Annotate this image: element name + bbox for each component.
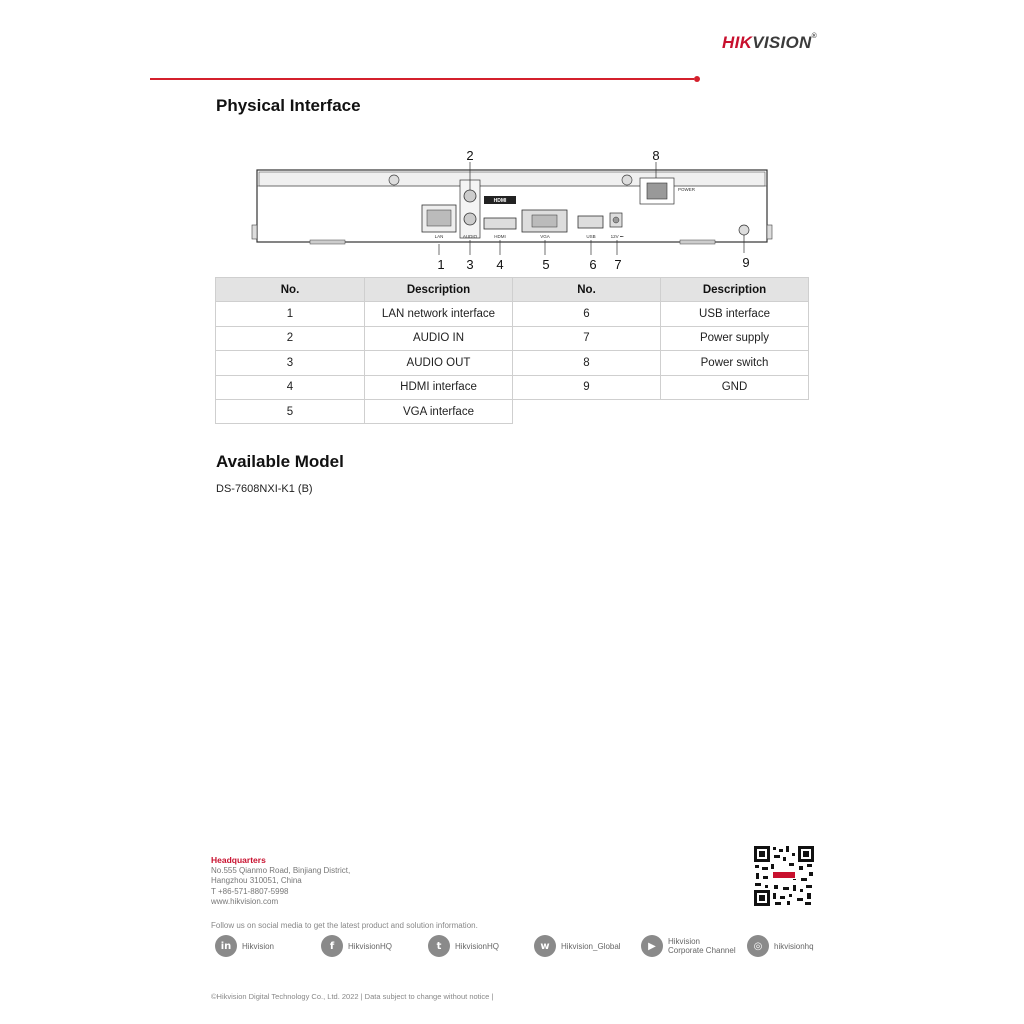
rear-panel-diagram: [240, 140, 780, 275]
power-switch-label: POWER: [678, 187, 696, 192]
headquarters-title: Headquarters: [211, 855, 266, 865]
callout-1: 1: [437, 257, 445, 272]
twitter-icon: t: [428, 935, 450, 957]
header-divider-dot: [694, 76, 700, 82]
table-header-row: [216, 278, 809, 302]
qr-code: [753, 845, 815, 907]
social-linkedin[interactable]: [215, 935, 274, 957]
hq-website-link[interactable]: www.hikvision.com: [211, 897, 279, 906]
table-cell-description: VGA interface: [365, 399, 513, 423]
table-cell-empty: [513, 399, 661, 423]
power-in-label: 12V ⎓: [610, 234, 624, 239]
table-cell-description: LAN network interface: [365, 302, 513, 326]
table-cell-description: AUDIO OUT: [365, 351, 513, 375]
table-cell-no: 6: [513, 302, 661, 326]
wechat-icon: w: [534, 935, 556, 957]
table-cell-empty: [661, 399, 809, 423]
table-cell-no: 3: [216, 351, 365, 375]
vga-label: VGA: [540, 234, 550, 239]
callout-7: 7: [614, 257, 622, 272]
header-divider: [150, 78, 694, 80]
callout-3: 3: [466, 257, 474, 272]
audio-label: AUDIO: [462, 234, 478, 239]
table-cell-no: 4: [216, 375, 365, 399]
table-cell-no: 8: [513, 351, 661, 375]
social-label-two-line: [668, 937, 736, 955]
model-number: DS-7608NXI-K1 (B): [216, 483, 313, 495]
table-cell-no: 5: [216, 399, 365, 423]
callout-5: 5: [542, 257, 550, 272]
table-cell-description: AUDIO IN: [365, 326, 513, 350]
table-cell-no: 7: [513, 326, 661, 350]
social-label: HikvisionHQ: [348, 941, 393, 951]
facebook-icon: f: [321, 935, 343, 957]
headquarters-block: [211, 855, 350, 908]
table-cell-description: USB interface: [661, 302, 809, 326]
screw-left: [389, 175, 399, 185]
header-no-left: No.: [216, 278, 365, 302]
social-label: HikvisionHQ: [455, 941, 500, 951]
social-follow-text: Follow us on social media to get the latest product and solution information.: [211, 921, 478, 930]
table-row: [216, 399, 809, 423]
linkedin-icon: in: [215, 935, 237, 957]
table-cell-no: 9: [513, 375, 661, 399]
table-cell-description: Power switch: [661, 351, 809, 375]
audio-out-port: [464, 213, 476, 225]
copyright-notice: ©Hikvision Digital Technology Co., Ltd. 2022 | Data subject to change without notice |: [211, 992, 494, 1001]
table-row: [216, 302, 809, 326]
gnd-screw: [739, 225, 749, 235]
table-cell-description: HDMI interface: [365, 375, 513, 399]
table-cell-description: Power supply: [661, 326, 809, 350]
usb-port: [578, 216, 603, 228]
social-facebook[interactable]: [321, 935, 392, 957]
hdmi-label: HDMI: [494, 234, 506, 239]
instagram-icon: ◎: [747, 935, 769, 957]
header-description-left: Description: [365, 278, 513, 302]
social-wechat[interactable]: [534, 935, 621, 957]
hq-phone: T +86-571-8807-5998: [211, 886, 289, 896]
callout-4: 4: [496, 257, 504, 272]
header-no-right: No.: [513, 278, 661, 302]
table-cell-no: 2: [216, 326, 365, 350]
table-cell-description: GND: [661, 375, 809, 399]
physical-interface-title: Physical Interface: [216, 96, 361, 115]
available-model-title: Available Model: [216, 452, 344, 471]
youtube-icon: ▶: [641, 935, 663, 957]
social-label: hikvisionhq: [774, 941, 814, 951]
header-description-right: Description: [661, 278, 809, 302]
power-switch: [647, 183, 667, 199]
social-twitter[interactable]: [428, 935, 499, 957]
screw-right: [622, 175, 632, 185]
audio-in-port: [464, 190, 476, 202]
callout-8: 8: [652, 148, 660, 163]
hdmi-logo: HDMI: [493, 198, 507, 204]
callout-2: 2: [466, 148, 474, 163]
usb-label: USB: [586, 234, 596, 239]
lan-label: LAN: [434, 234, 444, 239]
hdmi-port: [484, 218, 516, 229]
table-row: [216, 375, 809, 399]
social-instagram[interactable]: [747, 935, 814, 957]
callout-6: 6: [589, 257, 597, 272]
interface-table: [215, 277, 809, 424]
social-label: Hikvision: [242, 941, 275, 951]
social-label: Hikvision: [668, 937, 701, 946]
table-row: [216, 351, 809, 375]
hikvision-logo: HIKVISION®: [722, 33, 818, 52]
callout-9: 9: [742, 255, 750, 270]
hq-address-line: No.555 Qianmo Road, Binjiang District,: [211, 865, 351, 875]
hq-city-line: Hangzhou 310051, China: [211, 876, 302, 885]
social-youtube[interactable]: [641, 935, 736, 957]
social-label-line2: Corporate Channel: [668, 946, 736, 955]
social-label: Hikvision_Global: [561, 941, 621, 951]
table-cell-no: 1: [216, 302, 365, 326]
table-row: [216, 326, 809, 350]
